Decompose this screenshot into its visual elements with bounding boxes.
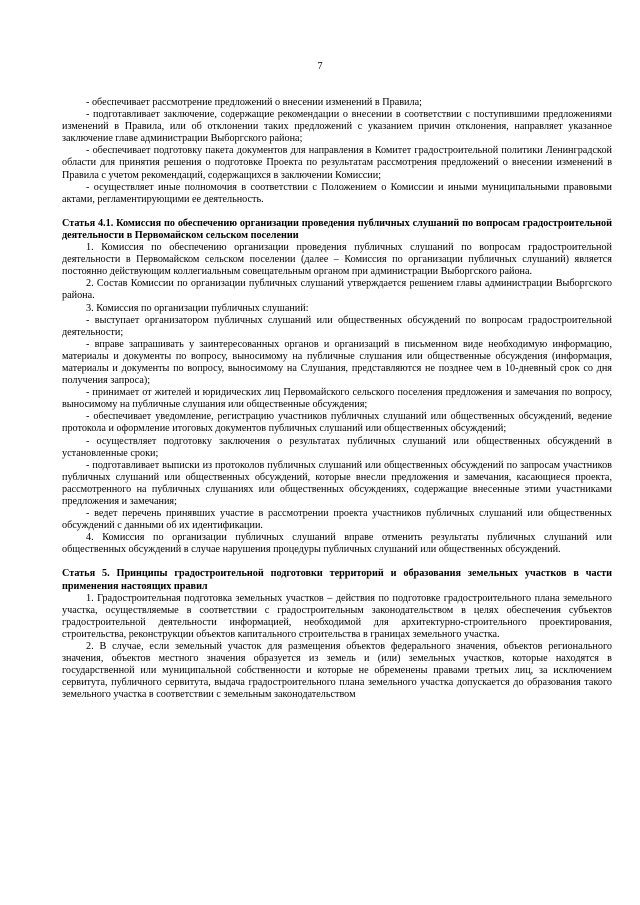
- paragraph: 2. Состав Комиссии по организации публичных слушаний утверждается решением главы администрации Выборгского района.: [62, 278, 612, 302]
- paragraph: 4. Комиссия по организации публичных слушаний вправе отменить результаты публичных слушаний или общественных обсуждений в случае нарушения процедуры публичных слушаний или общественных обсуждений.: [62, 532, 612, 556]
- list-item: - обеспечивает подготовку пакета документов для направления в Комитет градостроительной политики Ленинградской области для принятия решения о подготовке Проекта по результатам рассмотрения предложений о внесении изменений в Правила с учетом рекомендаций, содержащихся в заключении Комиссии;: [62, 145, 612, 181]
- list-item: - выступает организатором публичных слушаний или общественных обсуждений по вопросам градостроительной деятельности;: [62, 314, 612, 338]
- list-item: - осуществляет подготовку заключения о результатах публичных слушаний или общественных обсуждений в установленные сроки;: [62, 435, 612, 459]
- list-item: - вправе запрашивать у заинтересованных органов и организаций в письменном виде необходимую информацию, материалы и документы по вопросу, выносимому на публичные слушания или общественные обсуждения (информация, материалы и документы по вопросу, выносимому на Слушания, представляются не позднее чем в 10-дневный срок со дня получения запроса);: [62, 338, 612, 387]
- page-body: [62, 97, 612, 702]
- paragraph: 1. Комиссия по обеспечению организации проведения публичных слушаний по вопросам градостроительной деятельности в Первомайском сельском поселении (далее – Комиссия по организации публичных слушаний) является постоянно действующим коллегиальным совещательным органом при администрации Выборгского района.: [62, 242, 612, 278]
- paragraph: 1. Градостроительная подготовка земельных участков – действия по подготовке градостроительного плана земельного участка, осуществляемые в соответствии с градостроительным законодательством в целях обеспечения субъектов градостроительной деятельности информацией, необходимой для архитектурно-строительного проектирования, строительства, реконструкции объектов капитального строительства в границах земельного участка.: [62, 592, 612, 640]
- spacer: [62, 206, 612, 218]
- spacer: [62, 556, 612, 568]
- list-item: - осуществляет иные полномочия в соответствии с Положением о Комиссии и иными муниципальными правовыми актами, регламентирующими ее деятельность.: [62, 181, 612, 205]
- list-item: - подготавливает выписки из протоколов публичных слушаний или общественных обсуждений по запросам участников публичных слушаний или общественных обсуждений, которые внесли предложения и замечания, касающиеся проекта, рассмотренного на публичных слушаниях или общественных обсуждениях, содержащие внесенные этими участниками предложения и замечания;: [62, 459, 612, 507]
- list-item: - принимает от жителей и юридических лиц Первомайского сельского поселения предложения и замечания по вопросу, выносимому на публичные слушания или общественные обсуждения;: [62, 387, 612, 411]
- article-4-1-heading: Статья 4.1. Комиссия по обеспечению организации проведения публичных слушаний по вопросам градостроительной деятельности в Первомайском сельском поселении: [62, 217, 612, 241]
- page-number: 7: [317, 61, 323, 72]
- paragraph: 3. Комиссия по организации публичных слушаний:: [86, 302, 309, 314]
- paragraph: 2. В случае, если земельный участок для размещения объектов федерального значения, объектов регионального значения, объектов местного значения образуется из земель и (или) земельных участков, которые находятся в государственной или муниципальной собственности и которые не обременены правами третьих лиц, за исключением сервитута, публичного сервитута, выдача градостроительного плана земельного участка допускается до образования такого земельного участка в соответствии с земельным законодательством: [62, 641, 612, 701]
- article-5-heading: Статья 5. Принципы градостроительной подготовки территорий и образования земельных участков в части применения настоящих правил: [62, 568, 612, 592]
- list-item: - обеспечивает уведомление, регистрацию участников публичных слушаний или общественных обсуждений, ведение протокола и оформление итоговых документов публичных слушаний или общественных обсуждений;: [62, 411, 612, 435]
- list-item: - ведет перечень принявших участие в рассмотрении проекта участников публичных слушаний или общественных обсуждений с данными об их идентификации.: [62, 508, 612, 532]
- list-item: - подготавливает заключение, содержащие рекомендации о внесении в соответствии с поступившими предложениями изменений в Правила, или об отклонении таких предложений с указанием причин отклонения, направляет указанное заключение главе администрации Выборгского района;: [62, 109, 612, 145]
- list-item: - обеспечивает рассмотрение предложений о внесении изменений в Правила;: [86, 97, 422, 108]
